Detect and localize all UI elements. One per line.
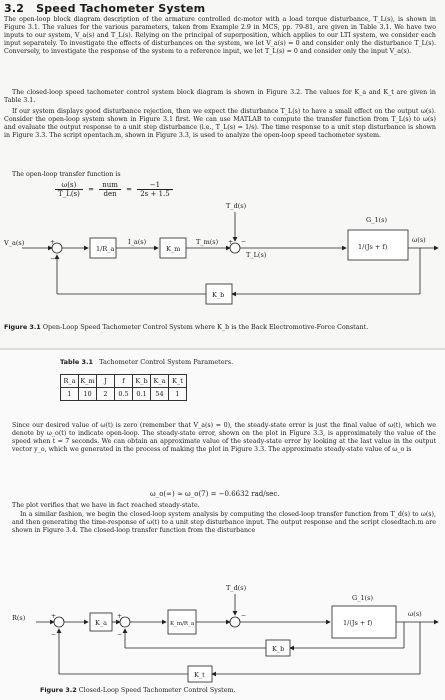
- fig2-g1-label: G_1(s): [352, 594, 373, 602]
- fig1-td-label: T_d(s): [226, 202, 247, 210]
- rhs-denominator: 2s + 1.5: [140, 190, 170, 198]
- section-title: Speed Tachometer System: [36, 2, 206, 15]
- paragraph-2: [4, 89, 436, 105]
- svg-text:−: −: [241, 612, 247, 619]
- table-3-1-caption: [60, 358, 233, 366]
- table-row: [61, 388, 187, 401]
- paragraph-7: [12, 511, 436, 535]
- fig1-caption-text: Open-Loop Speed Tachometer Control System where K_b is the Back Electromotive-Force Constant.: [42, 323, 369, 331]
- svg-text:−: −: [51, 631, 57, 638]
- mid-fraction: [99, 181, 121, 198]
- svg-text:+: +: [228, 239, 234, 246]
- fig1-input-label: V_a(s): [4, 239, 25, 247]
- equals-sign: =: [88, 185, 94, 194]
- fig2-input-label: R(s): [12, 614, 26, 622]
- figure-3-2-diagram: [0, 580, 445, 684]
- fig2-output-label: ω(s): [408, 610, 422, 618]
- fig1-tl-label: T_L(s): [246, 251, 267, 259]
- equals-sign-2: =: [126, 185, 132, 194]
- transfer-function-equation: [52, 181, 176, 198]
- table-cell: 54: [151, 388, 169, 401]
- figure-3-1-diagram: [0, 198, 445, 316]
- fig2-ka-block: K_a: [95, 619, 107, 627]
- fig2-caption-label: Figure 3.2: [40, 686, 77, 694]
- lhs-denominator: T_L(s): [58, 190, 80, 198]
- table-header-row: [61, 375, 187, 388]
- fig1-tm-label: T_m(s): [196, 238, 219, 246]
- fig2-kt-block: K_t: [194, 671, 205, 679]
- ss-equation-text: ω_o(∞) ≈ ω_o(7) = −0.6632 rad/sec.: [150, 490, 280, 498]
- table-header-cell: K_t: [169, 375, 187, 388]
- fig2-caption-text: Closed-Loop Speed Tachometer Control System.: [78, 686, 236, 694]
- para6-text: The plot verifies that we have in fact reached steady-state.: [12, 502, 200, 509]
- svg-text:−: −: [50, 255, 56, 262]
- table-cell: 0.5: [115, 388, 133, 401]
- table-header-cell: K_m: [79, 375, 97, 388]
- fig1-output-label: ω(s): [412, 236, 426, 244]
- para7-text: In a similar fashion, we begin the closed-loop system analysis by computing the closed-loop transfer function from T_d(s) to ω(s), and then generating the time-response of ω(t) to a unit step disturbance input. The output response and the script closedtach.m are shown in Figure 3.4. The closed-loop transfer function from the disturbance: [12, 511, 436, 535]
- table-header-cell: f: [115, 375, 133, 388]
- mid-numerator: num: [99, 181, 121, 190]
- fig1-kb-block: K_b: [212, 291, 225, 299]
- table-header-cell: J: [97, 375, 115, 388]
- fig1-g1-label: G_1(s): [366, 216, 387, 224]
- paragraph-4: [4, 171, 436, 179]
- fig2-kmra-block: K_m/R_a: [170, 621, 195, 627]
- mid-denominator: den: [103, 190, 117, 198]
- fig1-js-block: 1/(Js + f): [358, 243, 388, 251]
- rhs-fraction: [137, 181, 173, 198]
- lhs-numerator: ω(s): [55, 181, 83, 190]
- steady-state-equation: [150, 490, 280, 498]
- table-header-cell: K_b: [133, 375, 151, 388]
- para5-text: Since our desired value of ω(t) is zero (remember that V_a(s) = 0), the steady-state error is just the final value of ω(t), which we denote by ω_o(t) to indicate open-loop. The steady-state error, shown on the plot in Figure 3.3, is approximately the value of the speed when t = 7 seconds. We can obtain an approximate value of the steady-state error by looking at the last value in the output vector y_o, which we generated in the process of making the plot in Figure 3.3. The approximate steady-state value of ω_o is: [12, 422, 436, 454]
- para2-text: The closed-loop speed tachometer control system block diagram is shown in Figure 3.2. The values for K_a and K_t are given in Table 3.1.: [4, 89, 436, 105]
- intro-text: The open-loop block diagram description of the armature controlled dc-motor with a load torque disturbance, T_L(s), is shown in Figure 3.1. The values for the various parameters, taken from Example 2.9 in MCS, pp. 79-81, are given in Table 3.1. We have two inputs to our system, V_a(s) and T_L(s). Relying on the principal of superposition, which applies to our LTI system, we consider each input separately. To investigate the effects of disturbances on the system, we let V_a(s) = 0 and consider only the disturbance T_L(s). Conversely, to investigate the response of the system to a reference input, we let T_L(s) = 0 and consider only the input V_a(s).: [4, 16, 436, 56]
- table-label: Table 3.1: [60, 358, 94, 366]
- fig1-caption-label: Figure 3.1: [4, 323, 41, 331]
- fig2-js-block: 1/(Js + f): [343, 619, 373, 627]
- section-heading: [4, 2, 205, 15]
- figure-3-2-caption: [40, 686, 440, 694]
- table-cell: 2: [97, 388, 115, 401]
- lhs-fraction: [55, 181, 83, 198]
- fig1-km-block: K_m: [166, 245, 181, 253]
- figure-3-1-caption: [4, 323, 436, 331]
- para4-text: The open-loop transfer function is: [12, 171, 121, 178]
- table-cell: 0.1: [133, 388, 151, 401]
- section-number: 3.2: [4, 2, 25, 15]
- fig2-kb-block: K_b: [272, 645, 285, 653]
- parameter-table: [60, 374, 187, 401]
- paragraph-6: [12, 502, 436, 510]
- table-cell: 1: [169, 388, 187, 401]
- paragraph-5: [12, 422, 436, 454]
- table-cell: 10: [79, 388, 97, 401]
- para3-text: If our system displays good disturbance rejection, then we expect the disturbance T_L(s) to have a small effect on the output ω(s). Consider the open-loop system shown in Figure 3.1 first. We can use MATLAB to compute the transfer function from T_L(s) to ω(s) and evaluate the output response to a unit step disturbance (i.e., T_L(s) = 1/s). The time response to a unit step disturbance is shown in Figure 3.3. The script opentach.m, shown in Figure 3.3, is used to analyze the open-loop speed tachometer system.: [4, 108, 436, 140]
- intro-paragraph: [4, 16, 436, 56]
- table-cell: 1: [61, 388, 79, 401]
- svg-text:+: +: [117, 613, 123, 620]
- fig1-ia-label: I_a(s): [128, 238, 147, 246]
- svg-text:+: +: [50, 239, 56, 246]
- svg-text:−: −: [117, 631, 123, 638]
- rhs-numerator: −1: [137, 181, 173, 190]
- table-header-cell: R_a: [61, 375, 79, 388]
- fig2-td-label: T_d(s): [226, 584, 247, 592]
- svg-text:−: −: [241, 238, 247, 245]
- paragraph-3: [4, 108, 436, 140]
- table-header-cell: K_a: [151, 375, 169, 388]
- svg-text:+: +: [51, 613, 57, 620]
- table-title: Tachometer Control System Parameters.: [99, 358, 234, 366]
- fig1-ra-block: 1/R_a: [96, 245, 115, 253]
